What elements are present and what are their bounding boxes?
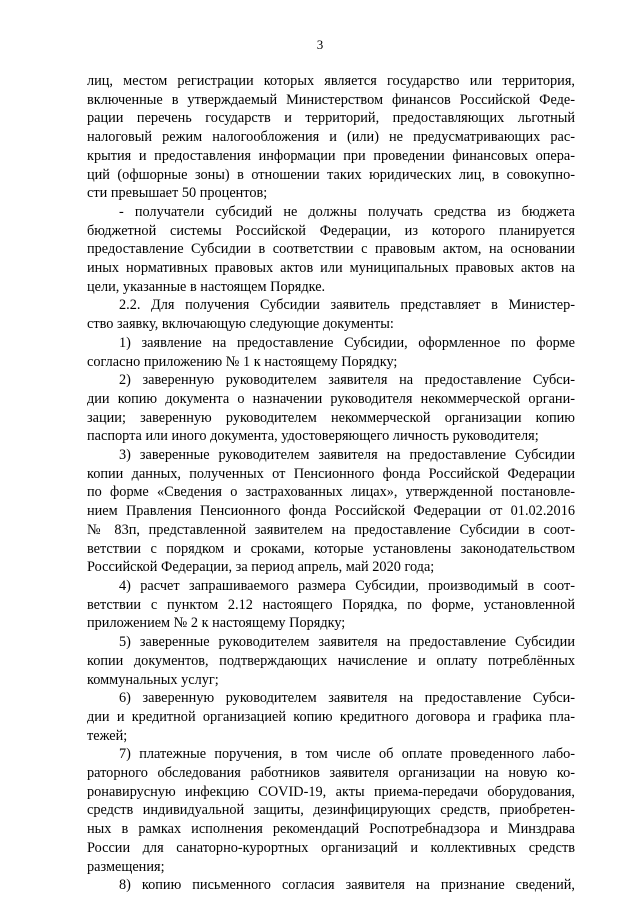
text-line: средств индивидуальной защиты, дезинфицирующих средств, приобретен- bbox=[87, 802, 575, 819]
text-line: 2) заверенную руководителем заявителя на предоставление Субси- bbox=[119, 372, 575, 389]
text-line: паспорта или иного документа, удостоверяющего личность руководителя; bbox=[87, 428, 539, 445]
text-line: согласно приложению № 1 к настоящему Порядку; bbox=[87, 353, 398, 370]
list-item-2 bbox=[87, 371, 575, 446]
text-line: 6) заверенную руководителем заявителя на предоставление Субси- bbox=[119, 690, 575, 707]
document-body bbox=[87, 72, 575, 895]
text-line: тежей; bbox=[87, 727, 128, 744]
text-line: 1) заявление на предоставление Субсидии, оформленное по форме bbox=[119, 334, 575, 351]
text-line: 7) платежные поручения, в том числе об оплате проведенного лабо- bbox=[119, 746, 575, 763]
text-line: приложением № 2 к настоящему Порядку; bbox=[87, 615, 346, 632]
text-line: № 83п, представленной заявителем на предоставление Субсидии в соот- bbox=[87, 521, 575, 538]
text-line: коммунальных услуг; bbox=[87, 671, 219, 688]
text-line: включенные в утверждаемый Министерством финансов Российской Феде- bbox=[87, 91, 575, 108]
list-item-8 bbox=[87, 876, 575, 895]
paragraph-2-2 bbox=[87, 296, 575, 333]
text-line: копии документов, подтверждающих начисление и оплату потреблённых bbox=[87, 652, 575, 669]
text-line: налоговый режим налогообложения и (или) не предусматривающих рас- bbox=[87, 129, 575, 146]
paragraph-offshore-criteria bbox=[87, 72, 575, 203]
text-line: ций (офшорные зоны) в отношении таких юридических лиц, в совокупно- bbox=[87, 166, 575, 183]
text-line: рации перечень государств и территорий, предоставляющих льготный bbox=[87, 110, 575, 127]
text-line: ронавирусную инфекцию COVID-19, акты приема-передачи оборудования, bbox=[87, 783, 575, 800]
text-line: зации; заверенную руководителем некоммерческой организации копию bbox=[87, 409, 575, 426]
list-item-7 bbox=[87, 745, 575, 876]
text-line: дии копию документа о назначении руководителя некоммерческой органи- bbox=[87, 390, 575, 407]
text-line: России для санаторно-курортных организаций и коллективных средств bbox=[87, 839, 575, 856]
text-line: нием Правления Пенсионного фонда Российской Федерации от 01.02.2016 bbox=[87, 503, 575, 520]
text-line: ство заявку, включающую следующие документы: bbox=[87, 316, 394, 333]
list-item-4 bbox=[87, 577, 575, 633]
text-line: копии данных, полученных от Пенсионного фонда Российской Федерации bbox=[87, 465, 575, 482]
text-line: Российской Федерации, за период апрель, май 2020 года; bbox=[87, 559, 435, 576]
text-line: ветствии с порядком и сроками, которые установлены законодательством bbox=[87, 540, 575, 557]
text-line: раторного обследования работников заявителя организации на новую ко- bbox=[87, 765, 575, 782]
text-line: крытия и предоставления информации при проведении финансовых опера- bbox=[87, 147, 575, 164]
text-line: 2.2. Для получения Субсидии заявитель представляет в Министер- bbox=[119, 297, 575, 314]
list-item-3 bbox=[87, 446, 575, 577]
page-number: 3 bbox=[316, 37, 324, 52]
text-line: 3) заверенные руководителем заявителя на предоставление Субсидии bbox=[119, 447, 575, 464]
text-line: 4) расчет запрашиваемого размера Субсидии, производимый в соот- bbox=[119, 577, 575, 594]
text-line: ветствии с пунктом 2.12 настоящего Порядка, по форме, установленной bbox=[87, 596, 575, 613]
text-line: сти превышает 50 процентов; bbox=[87, 185, 268, 202]
text-line: размещения; bbox=[87, 858, 165, 875]
list-item-1 bbox=[87, 334, 575, 371]
text-line: бюджетной системы Российской Федерации, из которого планируется bbox=[87, 222, 575, 239]
text-line: 5) заверенные руководителем заявителя на предоставление Субсидии bbox=[119, 634, 575, 651]
text-line: цели, указанные в настоящем Порядке. bbox=[87, 278, 326, 295]
text-line: 8) копию письменного согласия заявителя на признание сведений, bbox=[119, 877, 575, 894]
list-item-6 bbox=[87, 689, 575, 745]
text-line: иных нормативных правовых актов или муниципальных правовых актов на bbox=[87, 260, 575, 277]
paragraph-budget-funds bbox=[87, 203, 575, 297]
list-item-5 bbox=[87, 633, 575, 689]
text-line: предоставление Субсидии в соответствии с правовым актом, на основании bbox=[87, 241, 575, 258]
text-line: дии и кредитной организацией копию кредитного договора и графика пла- bbox=[87, 708, 575, 725]
text-line: ных в рамках исполнения рекомендаций Роспотребнадзора и Минздрава bbox=[87, 821, 575, 838]
text-line: - получатели субсидий не должны получать средства из бюджета bbox=[119, 203, 575, 220]
text-line: лиц, местом регистрации которых является государство или территория, bbox=[87, 73, 575, 89]
text-line: по форме «Сведения о застрахованных лицах», утвержденной постановле- bbox=[87, 484, 575, 501]
